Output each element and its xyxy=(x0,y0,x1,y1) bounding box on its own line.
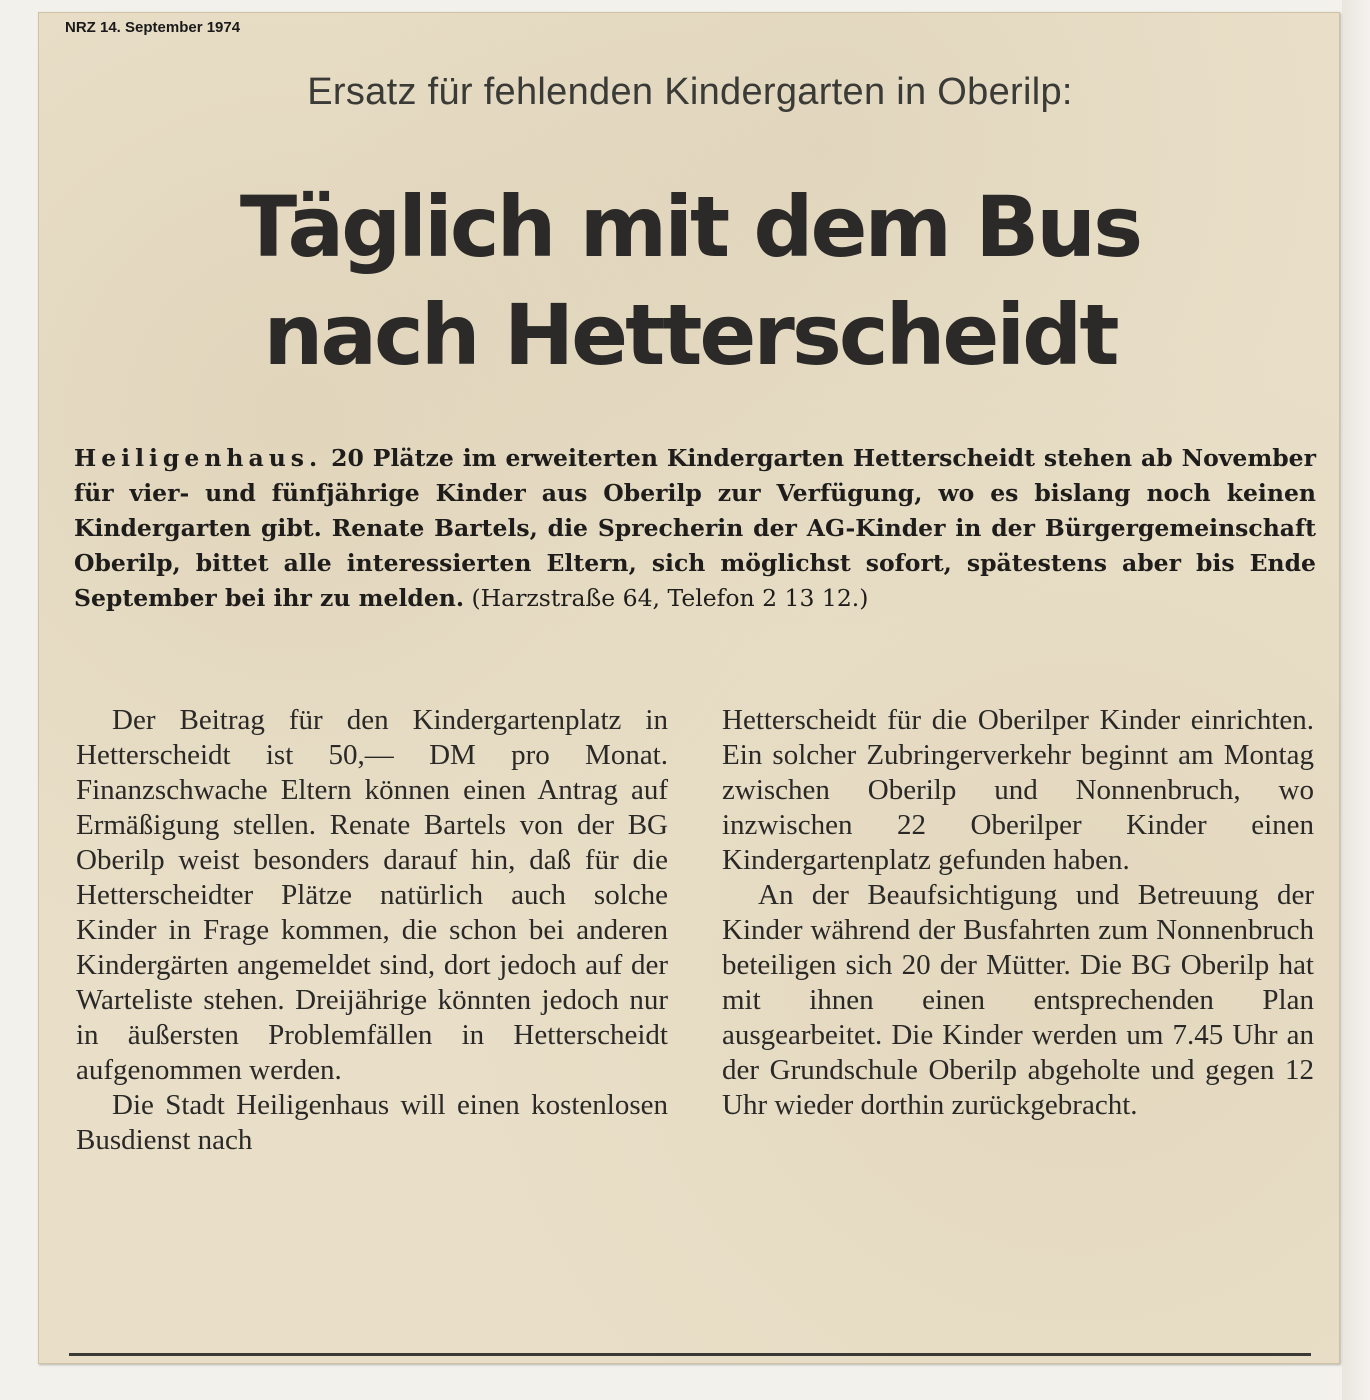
scanner-edge xyxy=(1342,0,1370,1400)
newspaper-clipping xyxy=(38,12,1340,1364)
headline-line-2: nach Hetterscheidt xyxy=(263,286,1117,384)
kicker-headline: Ersatz für fehlenden Kindergarten in Oberilp: xyxy=(307,71,1073,113)
bottom-rule xyxy=(69,1353,1311,1356)
main-headline xyxy=(39,173,1341,389)
article-column-left xyxy=(76,703,668,1158)
paragraph: Hetterscheidt für die Oberilper Kinder einrichten. Ein solcher Zubringerverkehr beginnt am Montag zwischen Oberilp und Nonnenbruch, wo inzwischen 22 Oberilper Kinder einen Kindergartenplatz gefunden haben. xyxy=(722,704,1314,876)
paragraph: An der Beaufsichtigung und Betreuung der Kinder während der Busfahrten zum Nonnenbruch beteiligen sich 20 der Mütter. Die BG Oberilp hat mit ihnen einen entsprechenden Plan ausgearbeitet. Die Kinder werden um 7.45 Uhr an der Grundschule Oberilp abgeholte und gegen 12 Uhr wieder dorthin zurückgebracht. xyxy=(722,879,1314,1121)
source-label: NRZ 14. September 1974 xyxy=(65,19,241,36)
lead-body: 20 Plätze im erweiterten Kindergarten Hetterscheidt stehen ab November für vier- und fünfjährige Kinder aus Oberilp zur Verfügung, wo es bislang noch keinen Kindergarten gibt. Renate Bartels, die Sprecherin der AG-Kinder in der Bürgergemeinschaft Oberilp, bittet alle interessierten Eltern, sich möglichst sofort, spätestens aber bis Ende September bei ihr zu melden. xyxy=(74,444,1316,612)
paragraph: Der Beitrag für den Kindergartenplatz in Hetterscheidt ist 50,— DM pro Monat. Finanzschwache Eltern können einen Antrag auf Ermäßigung stellen. Renate Bartels von der BG Oberilp weist besonders darauf hin, daß für die Hetterscheidter Plätze natürlich auch solche Kinder in Frage kommen, die schon bei anderen Kindergärten angemeldet sind, dort jedoch auf der Warteliste stehen. Dreijährige könnten jedoch nur in äußersten Problemfällen in Hetterscheidt aufgenommen werden. xyxy=(76,704,668,1086)
headline-line-1: Täglich mit dem Bus xyxy=(239,178,1141,276)
paragraph: Die Stadt Heiligenhaus will einen kostenlosen Busdienst nach xyxy=(76,1089,668,1156)
lead-paragraph xyxy=(74,441,1316,616)
lead-contact: (Harzstraße 64, Telefon 2 13 12.) xyxy=(464,584,869,612)
dateline: Heiligenhaus. xyxy=(74,444,323,472)
article-column-right xyxy=(722,703,1314,1123)
